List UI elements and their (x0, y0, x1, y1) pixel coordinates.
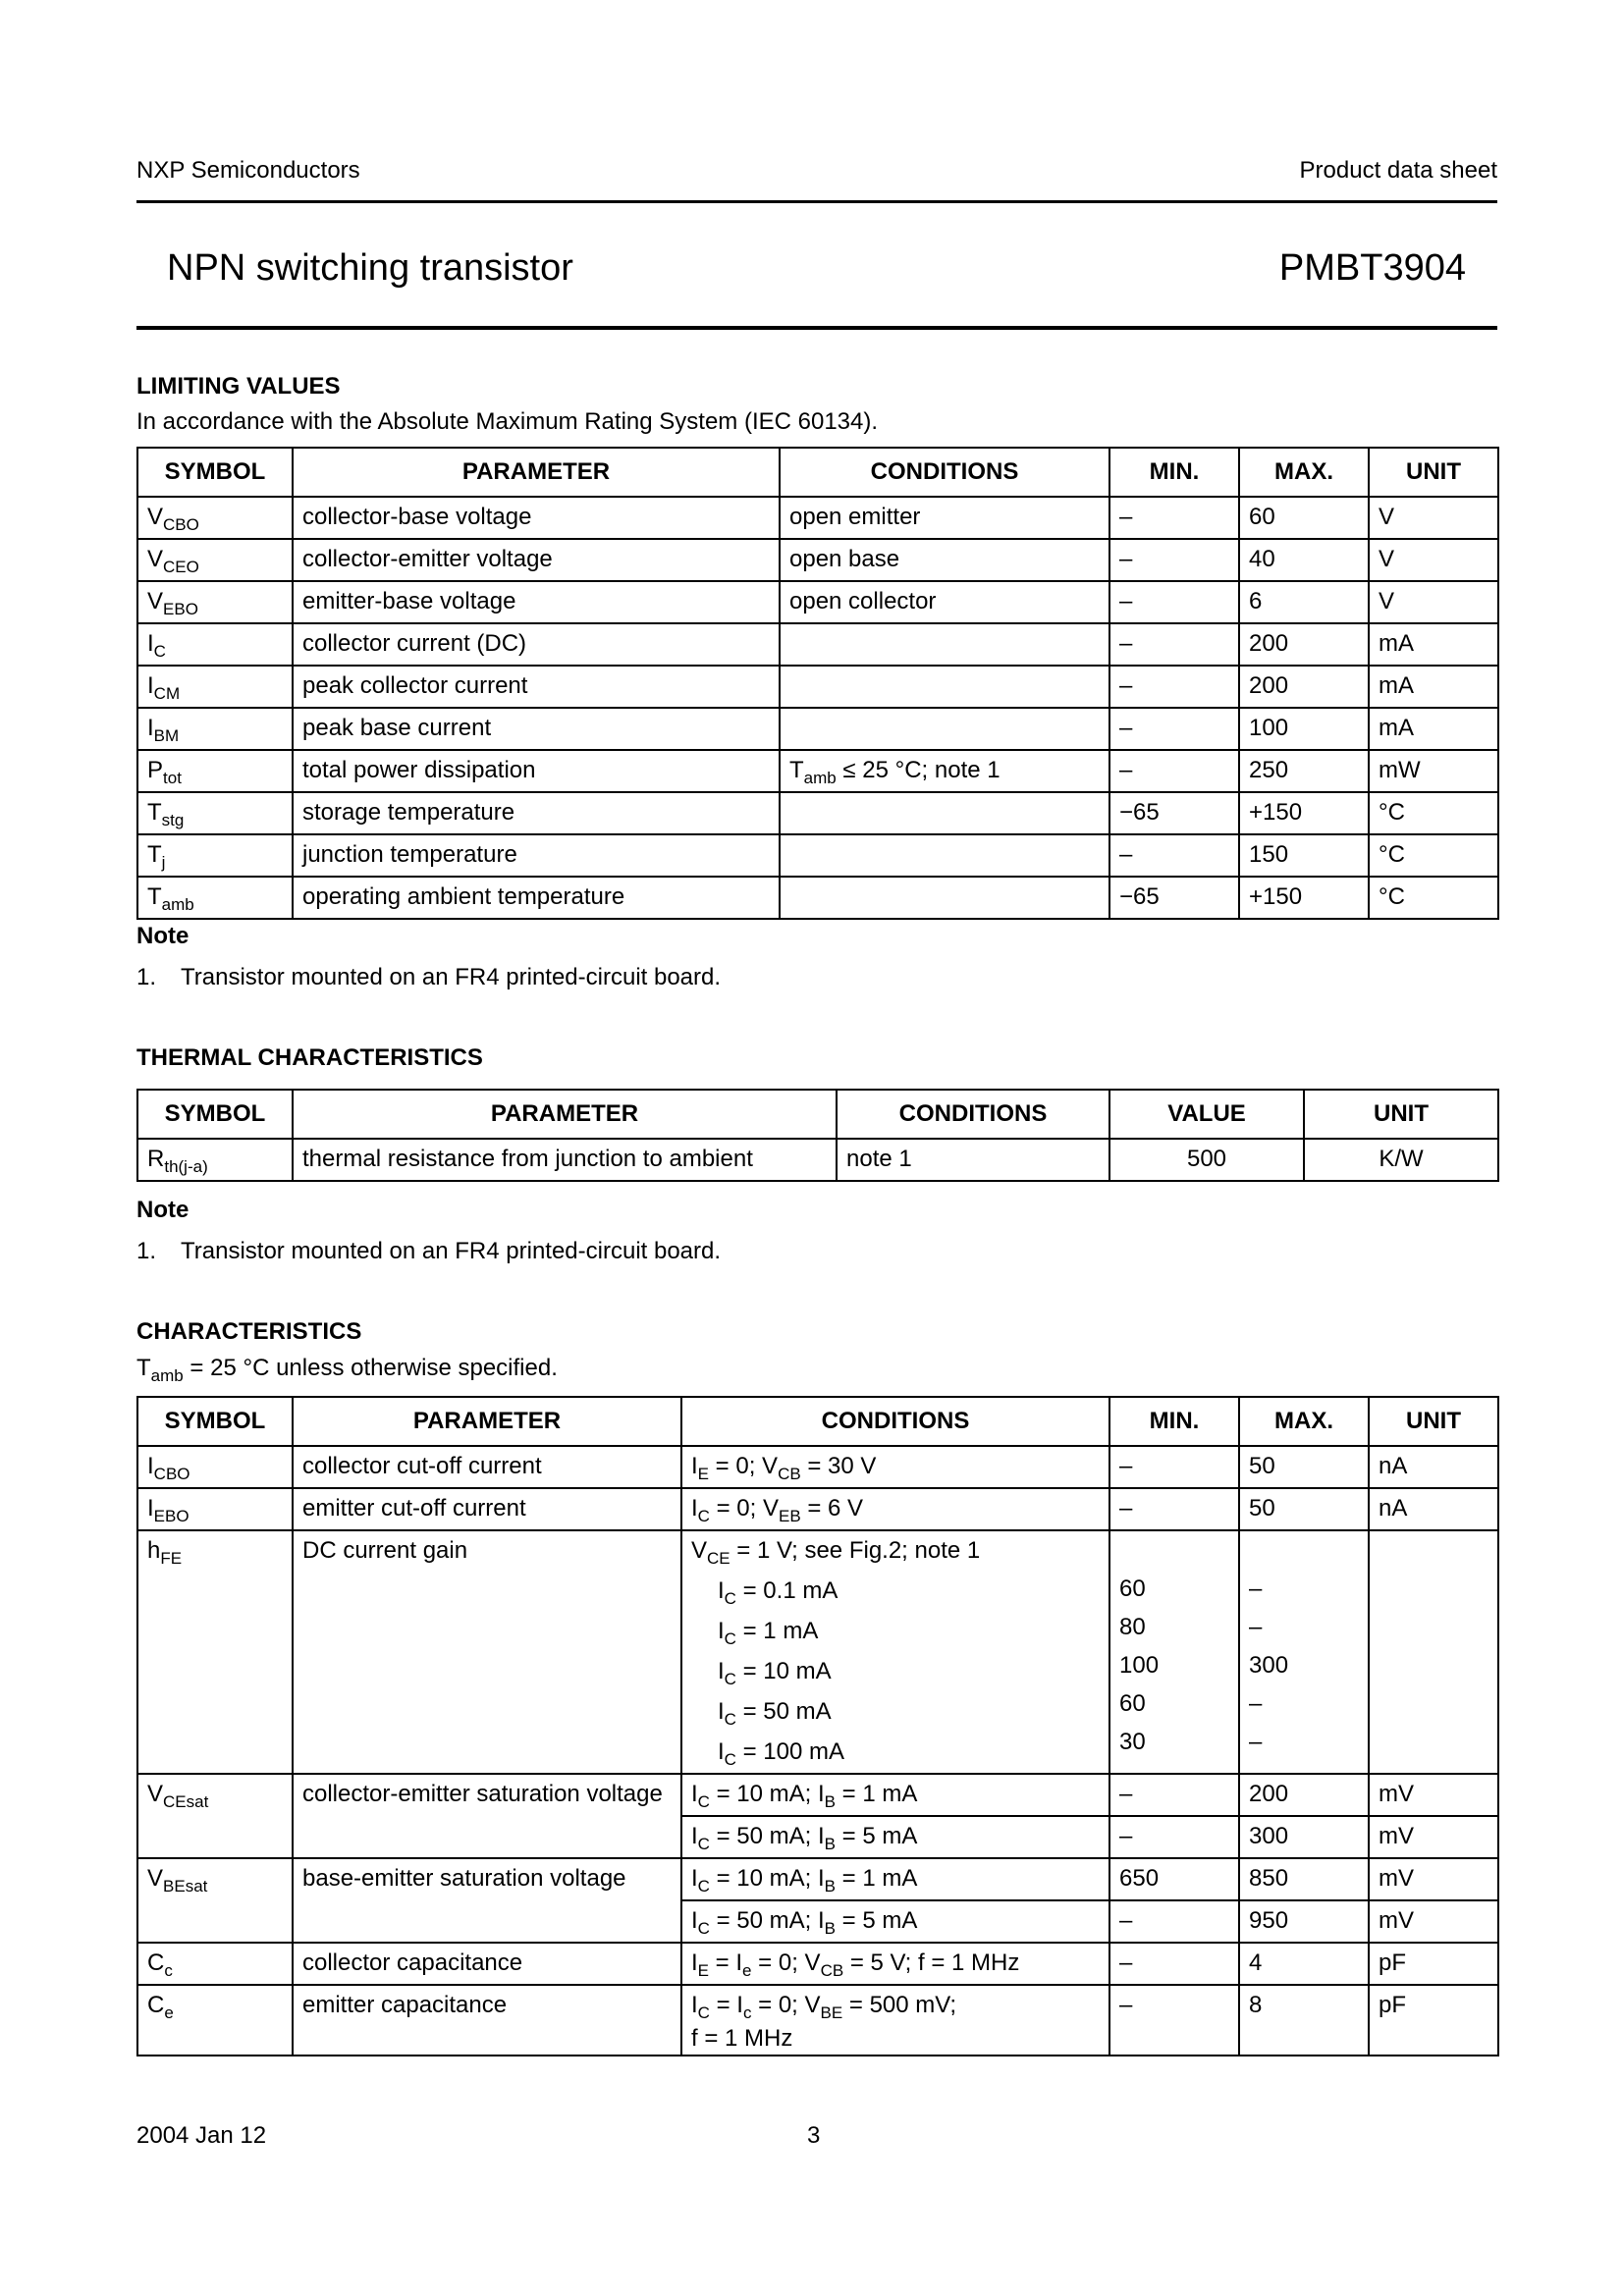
unit-cell: V (1369, 539, 1498, 581)
column-header: MIN. (1109, 1397, 1239, 1446)
limiting-values-table (136, 447, 1499, 920)
column-header: PARAMETER (293, 1397, 681, 1446)
symbol-cell: $C_e$ (137, 1985, 293, 2056)
table-row (137, 581, 1498, 623)
characteristics-heading: CHARACTERISTICS (136, 1318, 362, 1345)
limiting-values-heading: LIMITING VALUES (136, 373, 341, 400)
column-header: UNIT (1369, 1397, 1498, 1446)
max-cell: 950 (1239, 1900, 1369, 1943)
unit-cell: mA (1369, 623, 1498, 666)
conditions-cell (780, 623, 1109, 666)
conditions-cell: $I_C = 0$; $V_{EB} = 6$ V (681, 1488, 1109, 1530)
unit-cell: pF (1369, 1985, 1498, 2056)
parameter-cell: storage temperature (293, 792, 780, 834)
table-row (137, 1446, 1498, 1488)
min-cell: – (1109, 1446, 1239, 1488)
table-row (137, 497, 1498, 539)
max-cell: 250 (1239, 750, 1369, 792)
parameter-cell: emitter capacitance (293, 1985, 681, 2056)
max-cell: 50 (1239, 1446, 1369, 1488)
column-header: PARAMETER (293, 448, 780, 497)
max-cell: 40 (1239, 539, 1369, 581)
symbol-cell: $T_{stg}$ (137, 792, 293, 834)
document-title: NPN switching transistor (167, 247, 573, 289)
parameter-cell: junction temperature (293, 834, 780, 877)
conditions-cell (780, 708, 1109, 750)
table-row (137, 666, 1498, 708)
condition-line: $I_C = 0.1$ mA (718, 1577, 839, 1608)
max-cell: 100 (1239, 708, 1369, 750)
conditions-cell (681, 1530, 1109, 1774)
unit-cell: nA (1369, 1446, 1498, 1488)
table-row (137, 1530, 1498, 1774)
max-cell: 8 (1239, 1985, 1369, 2056)
min-cell: 650 (1109, 1858, 1239, 1900)
parameter-cell: collector-emitter saturation voltage (293, 1774, 681, 1858)
max-cell: 4 (1239, 1943, 1369, 1985)
table-row (137, 1139, 1498, 1181)
max-cell: +150 (1239, 792, 1369, 834)
unit-cell: V (1369, 497, 1498, 539)
symbol-cell: $T_j$ (137, 834, 293, 877)
symbol-cell: $V_{CEO}$ (137, 539, 293, 581)
table-row (137, 1488, 1498, 1530)
thermal-table (136, 1089, 1499, 1182)
table-row (137, 1858, 1498, 1900)
conditions-cell: $I_E = 0$; $V_{CB} = 30$ V (681, 1446, 1109, 1488)
symbol-cell: $I_C$ (137, 623, 293, 666)
table-header-row (137, 1397, 1498, 1446)
parameter-cell: collector cut-off current (293, 1446, 681, 1488)
parameter-cell: peak collector current (293, 666, 780, 708)
unit-cell: mA (1369, 666, 1498, 708)
characteristics-table (136, 1396, 1499, 2056)
symbol-cell: $V_{EBO}$ (137, 581, 293, 623)
min-cell: – (1109, 539, 1239, 581)
min-cell: – (1109, 750, 1239, 792)
header-rule (136, 200, 1497, 203)
min-cell: – (1109, 623, 1239, 666)
table-row (137, 623, 1498, 666)
unit-cell: mW (1369, 750, 1498, 792)
min-cell: – (1109, 1943, 1239, 1985)
condition-line: $I_C = 10$ mA (718, 1658, 832, 1688)
column-header: CONDITIONS (837, 1090, 1109, 1139)
parameter-cell: total power dissipation (293, 750, 780, 792)
table-row (137, 834, 1498, 877)
footer-date: 2004 Jan 12 (136, 2122, 267, 2149)
min-cell: – (1109, 1816, 1239, 1858)
symbol-cell: $I_{EBO}$ (137, 1488, 293, 1530)
max-cell: 200 (1239, 666, 1369, 708)
condition-line: $V_{CE} = 1$ V; see Fig.2; note 1 (691, 1537, 981, 1568)
column-header: SYMBOL (137, 448, 293, 497)
conditions-cell: $I_C = 50$ mA; $I_B = 5$ mA (681, 1816, 1109, 1858)
table-row (137, 1985, 1498, 2056)
conditions-cell (780, 666, 1109, 708)
min-cell: −65 (1109, 877, 1239, 919)
conditions-cell (780, 792, 1109, 834)
symbol-cell: $P_{tot}$ (137, 750, 293, 792)
unit-cell: mV (1369, 1774, 1498, 1816)
symbol-cell: $I_{BM}$ (137, 708, 293, 750)
table-row (137, 1943, 1498, 1985)
max-cell: 200 (1239, 623, 1369, 666)
conditions-cell: open collector (780, 581, 1109, 623)
max-cell: +150 (1239, 877, 1369, 919)
min-cell: – (1109, 1985, 1239, 2056)
unit-cell: °C (1369, 877, 1498, 919)
conditions-cell: note 1 (837, 1139, 1109, 1181)
conditions-cell (780, 877, 1109, 919)
conditions-cell: $I_C = 10$ mA; $I_B = 1$ mA (681, 1774, 1109, 1816)
parameter-cell: collector-emitter voltage (293, 539, 780, 581)
limiting-values-subtitle: In accordance with the Absolute Maximum Rating System (IEC 60134). (136, 408, 879, 435)
table-row (137, 877, 1498, 919)
value-cell: 500 (1109, 1139, 1304, 1181)
parameter-cell: operating ambient temperature (293, 877, 780, 919)
symbol-cell: $I_{CM}$ (137, 666, 293, 708)
unit-cell: pF (1369, 1943, 1498, 1985)
conditions-cell: open base (780, 539, 1109, 581)
unit-cell: mV (1369, 1900, 1498, 1943)
max-cell: – – 300 – – (1239, 1530, 1369, 1774)
min-cell: – (1109, 666, 1239, 708)
note-item: 1. Transistor mounted on an FR4 printed-circuit board. (136, 964, 722, 990)
conditions-cell: $I_C = 50$ mA; $I_B = 5$ mA (681, 1900, 1109, 1943)
min-cell: – (1109, 497, 1239, 539)
min-cell: – (1109, 1774, 1239, 1816)
parameter-cell: base-emitter saturation voltage (293, 1858, 681, 1943)
conditions-cell: $I_C = 10$ mA; $I_B = 1$ mA (681, 1858, 1109, 1900)
column-header: SYMBOL (137, 1397, 293, 1446)
parameter-cell: collector capacitance (293, 1943, 681, 1985)
unit-cell: mA (1369, 708, 1498, 750)
table-header-row (137, 448, 1498, 497)
column-header: MAX. (1239, 448, 1369, 497)
document-type: Product data sheet (1299, 157, 1497, 184)
column-header: MAX. (1239, 1397, 1369, 1446)
max-cell: 6 (1239, 581, 1369, 623)
symbol-cell: $R_{th(j-a)}$ (137, 1139, 293, 1181)
max-cell: 850 (1239, 1858, 1369, 1900)
condition-line: $I_C = 50$ mA (718, 1698, 832, 1729)
symbol-cell: $h_{FE}$ (137, 1530, 293, 1774)
symbol-cell: $V_{CBO}$ (137, 497, 293, 539)
conditions-cell (780, 834, 1109, 877)
table-row (137, 708, 1498, 750)
max-cell: 150 (1239, 834, 1369, 877)
conditions-cell: $I_E = I_e = 0$; $V_{CB} = 5$ V; f = 1 MHz (681, 1943, 1109, 1985)
column-header: CONDITIONS (780, 448, 1109, 497)
note-item: 1. Transistor mounted on an FR4 printed-circuit board. (136, 1238, 722, 1264)
unit-cell (1369, 1530, 1498, 1774)
title-rule (136, 326, 1497, 330)
column-header: SYMBOL (137, 1090, 293, 1139)
max-cell: 60 (1239, 497, 1369, 539)
max-cell: 200 (1239, 1774, 1369, 1816)
column-header: UNIT (1369, 448, 1498, 497)
unit-cell: mV (1369, 1816, 1498, 1858)
min-cell: 60 80 100 60 30 (1109, 1530, 1239, 1774)
parameter-cell: thermal resistance from junction to ambient (293, 1139, 837, 1181)
symbol-cell: $V_{CEsat}$ (137, 1774, 293, 1858)
unit-cell: V (1369, 581, 1498, 623)
unit-cell: mV (1369, 1858, 1498, 1900)
company-name: NXP Semiconductors (136, 157, 360, 184)
min-cell: – (1109, 1900, 1239, 1943)
unit-cell: nA (1369, 1488, 1498, 1530)
conditions-cell: $I_C = I_c = 0$; $V_{BE} = 500$ mV; f = 1 MHz (681, 1985, 1109, 2056)
symbol-cell: $I_{CBO}$ (137, 1446, 293, 1488)
column-header: VALUE (1109, 1090, 1304, 1139)
min-cell: – (1109, 834, 1239, 877)
parameter-cell: collector-base voltage (293, 497, 780, 539)
parameter-cell: DC current gain (293, 1530, 681, 1774)
table-row (137, 750, 1498, 792)
note-heading: Note (136, 1197, 189, 1223)
part-number: PMBT3904 (1278, 247, 1466, 289)
min-cell: – (1109, 1488, 1239, 1530)
unit-cell: °C (1369, 792, 1498, 834)
conditions-cell: $T_{amb} \le 25$ °C; note 1 (780, 750, 1109, 792)
symbol-cell: $C_c$ (137, 1943, 293, 1985)
parameter-cell: emitter-base voltage (293, 581, 780, 623)
page-number: 3 (807, 2122, 821, 2149)
parameter-cell: collector current (DC) (293, 623, 780, 666)
table-header-row (137, 1090, 1498, 1139)
table-row (137, 1774, 1498, 1816)
min-cell: −65 (1109, 792, 1239, 834)
min-cell: – (1109, 581, 1239, 623)
symbol-cell: $V_{BEsat}$ (137, 1858, 293, 1943)
note-heading: Note (136, 923, 189, 949)
column-header: CONDITIONS (681, 1397, 1109, 1446)
parameter-cell: emitter cut-off current (293, 1488, 681, 1530)
conditions-cell: open emitter (780, 497, 1109, 539)
parameter-cell: peak base current (293, 708, 780, 750)
min-cell: – (1109, 708, 1239, 750)
max-cell: 50 (1239, 1488, 1369, 1530)
column-header: MIN. (1109, 448, 1239, 497)
characteristics-subtitle: $T_{amb} = 25$ °C unless otherwise specified. (136, 1355, 558, 1385)
table-row (137, 792, 1498, 834)
unit-cell: K/W (1304, 1139, 1498, 1181)
condition-line: $I_C = 100$ mA (718, 1738, 845, 1769)
column-header: PARAMETER (293, 1090, 837, 1139)
table-row (137, 539, 1498, 581)
symbol-cell: $T_{amb}$ (137, 877, 293, 919)
unit-cell: °C (1369, 834, 1498, 877)
thermal-heading: THERMAL CHARACTERISTICS (136, 1044, 483, 1071)
column-header: UNIT (1304, 1090, 1498, 1139)
max-cell: 300 (1239, 1816, 1369, 1858)
condition-line: $I_C = 1$ mA (718, 1618, 819, 1648)
